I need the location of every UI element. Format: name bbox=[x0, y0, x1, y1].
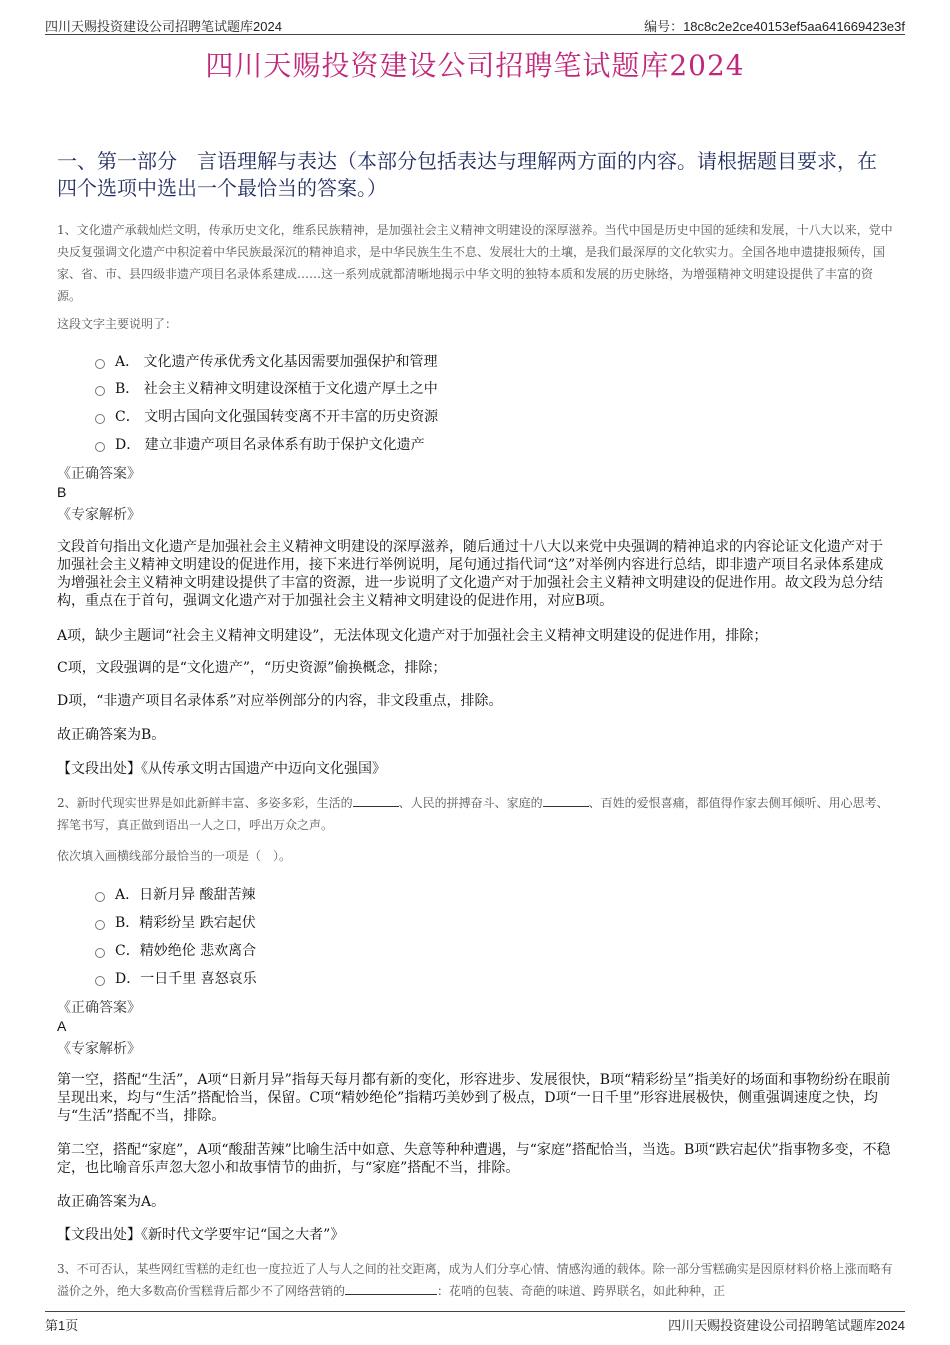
q2-answer: A bbox=[57, 1018, 67, 1034]
q1-analysis-main: 文段首句指出文化遗产是加强社会主义精神文明建设的深厚滋养，随后通过十八大以来党中央强调的精神追求的内容论证文化遗产对于加强社会主义精神文明建设的促进作用，接下来进行举例说明，尾句通过指代词“这”对举例内容进行总结，即非遗产项目名录体系建成为增强社会主义精神文明建设提供了丰富的资源，进一步说明了文化遗产对于加强社会主义精神文明建设的促进作用。故文段为总分结构，重点在于首句，强调文化遗产对于加强社会主义精神文明建设的促进作用，对应B项。 bbox=[57, 539, 884, 609]
q1-analysis-a: A项，缺少主题词“社会主义精神文明建设”，无法体现文化遗产对于加强社会主义精神文明建设的促进作用，排除； bbox=[57, 628, 768, 644]
q2-option-d[interactable] bbox=[95, 968, 257, 988]
q1-option-b[interactable] bbox=[95, 378, 438, 398]
q2-prompt: 依次填入画横线部分最恰当的一项是（ ）。 bbox=[57, 849, 292, 863]
section-heading: 一、第一部分 言语理解与表达（本部分包括表达与理解两方面的内容。请根据题目要求，在四个选项中选出一个最恰当的答案。） bbox=[57, 149, 877, 200]
page-title: 四川天赐投资建设公司招聘笔试题库2024 bbox=[205, 49, 745, 82]
page-number: 第1页 bbox=[45, 1318, 79, 1333]
q2-analysis-label: 《专家解析》 bbox=[57, 1041, 141, 1057]
q1-answer-label: 《正确答案》 bbox=[57, 466, 141, 482]
q1-stem: 1、文化遗产承载灿烂文明，传承历史文化，维系民族精神，是加强社会主义精神文明建设的深厚滋养。当代中国是历史中国的延续和发展，十八大以来，党中央反复强调文化遗产中积淀着中华民族最深沉的精神追求，是中华民族生生不息、发展壮大的土壤，是我们最深厚的文化软实力。全国各地申遗捷报频传，国家、省、市、县四级非遗产项目名录体系建成……这一系列成就都清晰地揭示中华文明的独特本质和发展的历史脉络，为增强精神文明建设提供了丰富的资源。 bbox=[57, 223, 893, 303]
q2-stem-part1: 2、新时代现实世界是如此新鲜丰富、多姿多彩，生活的 bbox=[57, 796, 353, 810]
radio-icon[interactable] bbox=[95, 442, 105, 452]
radio-icon[interactable] bbox=[95, 414, 105, 424]
q1-option-c[interactable] bbox=[95, 406, 438, 426]
q2-analysis-second-blank: 第二空，搭配“家庭”，A项“酸甜苦辣”比喻生活中如意、失意等种种遭遇，与“家庭”搭配恰当，当选。B项“跌宕起伏”指事物多变，不稳定，也比喻音乐声忽大忽小和故事情节的曲折，与“家庭”搭配不当，排除。 bbox=[57, 1142, 891, 1176]
q1-option-b-label: B． 社会主义精神文明建设深植于文化遗产厚土之中 bbox=[115, 381, 438, 397]
q2-stem bbox=[57, 792, 895, 836]
fill-blank-line bbox=[353, 794, 399, 807]
radio-icon[interactable] bbox=[95, 948, 105, 958]
q2-conclusion: 故正确答案为A。 bbox=[57, 1194, 166, 1210]
radio-icon[interactable] bbox=[95, 976, 105, 986]
q2-option-b[interactable] bbox=[95, 912, 256, 932]
fill-blank-line bbox=[543, 794, 589, 807]
q3-stem bbox=[57, 1258, 895, 1302]
q1-prompt: 这段文字主要说明了： bbox=[57, 317, 178, 331]
q2-option-c-label: C．精妙绝伦 悲欢离合 bbox=[115, 943, 257, 959]
radio-icon[interactable] bbox=[95, 892, 105, 902]
radio-icon[interactable] bbox=[95, 359, 105, 369]
fill-blank-line bbox=[345, 1282, 437, 1295]
q2-option-c[interactable] bbox=[95, 940, 256, 960]
q1-conclusion: 故正确答案为B。 bbox=[57, 727, 166, 743]
radio-icon[interactable] bbox=[95, 920, 105, 930]
q2-stem-part2: 、人民的拼搏奋斗、家庭的 bbox=[398, 796, 543, 810]
header-document-id: 编号：18c8c2e2ce40153ef5aa641669423e3f bbox=[644, 19, 905, 34]
q1-option-d-label: D． 建立非遗产项目名录体系有助于保护文化遗产 bbox=[115, 437, 425, 453]
page-header bbox=[45, 14, 905, 35]
q2-source: 【文段出处】《新时代文学要牢记“国之大者”》 bbox=[57, 1227, 345, 1243]
radio-icon[interactable] bbox=[95, 386, 105, 396]
q1-source: 【文段出处】《从传承文明古国遗产中迈向文化强国》 bbox=[57, 761, 386, 777]
q3-stem-part2: ：花哨的包装、奇葩的味道、跨界联名，如此种种，正 bbox=[437, 1284, 726, 1298]
page-footer bbox=[45, 1311, 905, 1332]
q2-option-a-label: A．日新月异 酸甜苦辣 bbox=[115, 887, 256, 903]
q1-analysis-d: D项，“非遗产项目名录体系”对应举例部分的内容，非文段重点，排除。 bbox=[57, 693, 503, 709]
footer-title: 四川天赐投资建设公司招聘笔试题库2024 bbox=[668, 1318, 905, 1333]
q1-option-c-label: C． 文明古国向文化强国转变离不开丰富的历史资源 bbox=[115, 409, 439, 425]
q2-analysis-first-blank: 第一空，搭配“生活”，A项“日新月异”指每天每月都有新的变化，形容进步、发展很快，B项“精彩纷呈”指美好的场面和事物纷纷在眼前呈现出来，均与“生活”搭配恰当，保留。C项“精妙绝伦”指精巧美妙到了极点，D项“一日千里”形容进展极快，侧重强调速度之快，均与“生活”搭配不当，排除。 bbox=[57, 1072, 891, 1124]
q2-answer-label: 《正确答案》 bbox=[57, 1000, 141, 1016]
q3-stem-part1: 3、不可否认，某些网红雪糕的走红也一度拉近了人与人之间的社交距离，成为人们分享心情、情感沟通的载体。除一部分雪糕确实是因原材料价格上涨而略有溢价之外，绝大多数高价雪糕背后都少不了网络营销的 bbox=[57, 1262, 893, 1298]
q1-option-a-label: A． 文化遗产传承优秀文化基因需要加强保护和管理 bbox=[115, 354, 438, 370]
q1-option-d[interactable] bbox=[95, 434, 425, 454]
q1-answer: B bbox=[57, 484, 67, 500]
q1-analysis-label: 《专家解析》 bbox=[57, 507, 141, 523]
q2-stem-part3: 、百姓的爱恨喜痛，都值得作家去侧耳倾听、用心思考、挥笔书写，真正做到语出一人之口，呼出万众之声。 bbox=[57, 796, 889, 832]
q1-analysis-c: C项，文段强调的是“文化遗产”，“历史资源”偷换概念，排除； bbox=[57, 660, 447, 676]
q2-option-d-label: D．一日千里 喜怒哀乐 bbox=[115, 971, 257, 987]
q2-option-b-label: B．精彩纷呈 跌宕起伏 bbox=[115, 915, 256, 931]
q2-option-a[interactable] bbox=[95, 884, 256, 904]
header-left-title: 四川天赐投资建设公司招聘笔试题库2024 bbox=[45, 19, 282, 34]
q1-option-a[interactable] bbox=[95, 351, 438, 371]
